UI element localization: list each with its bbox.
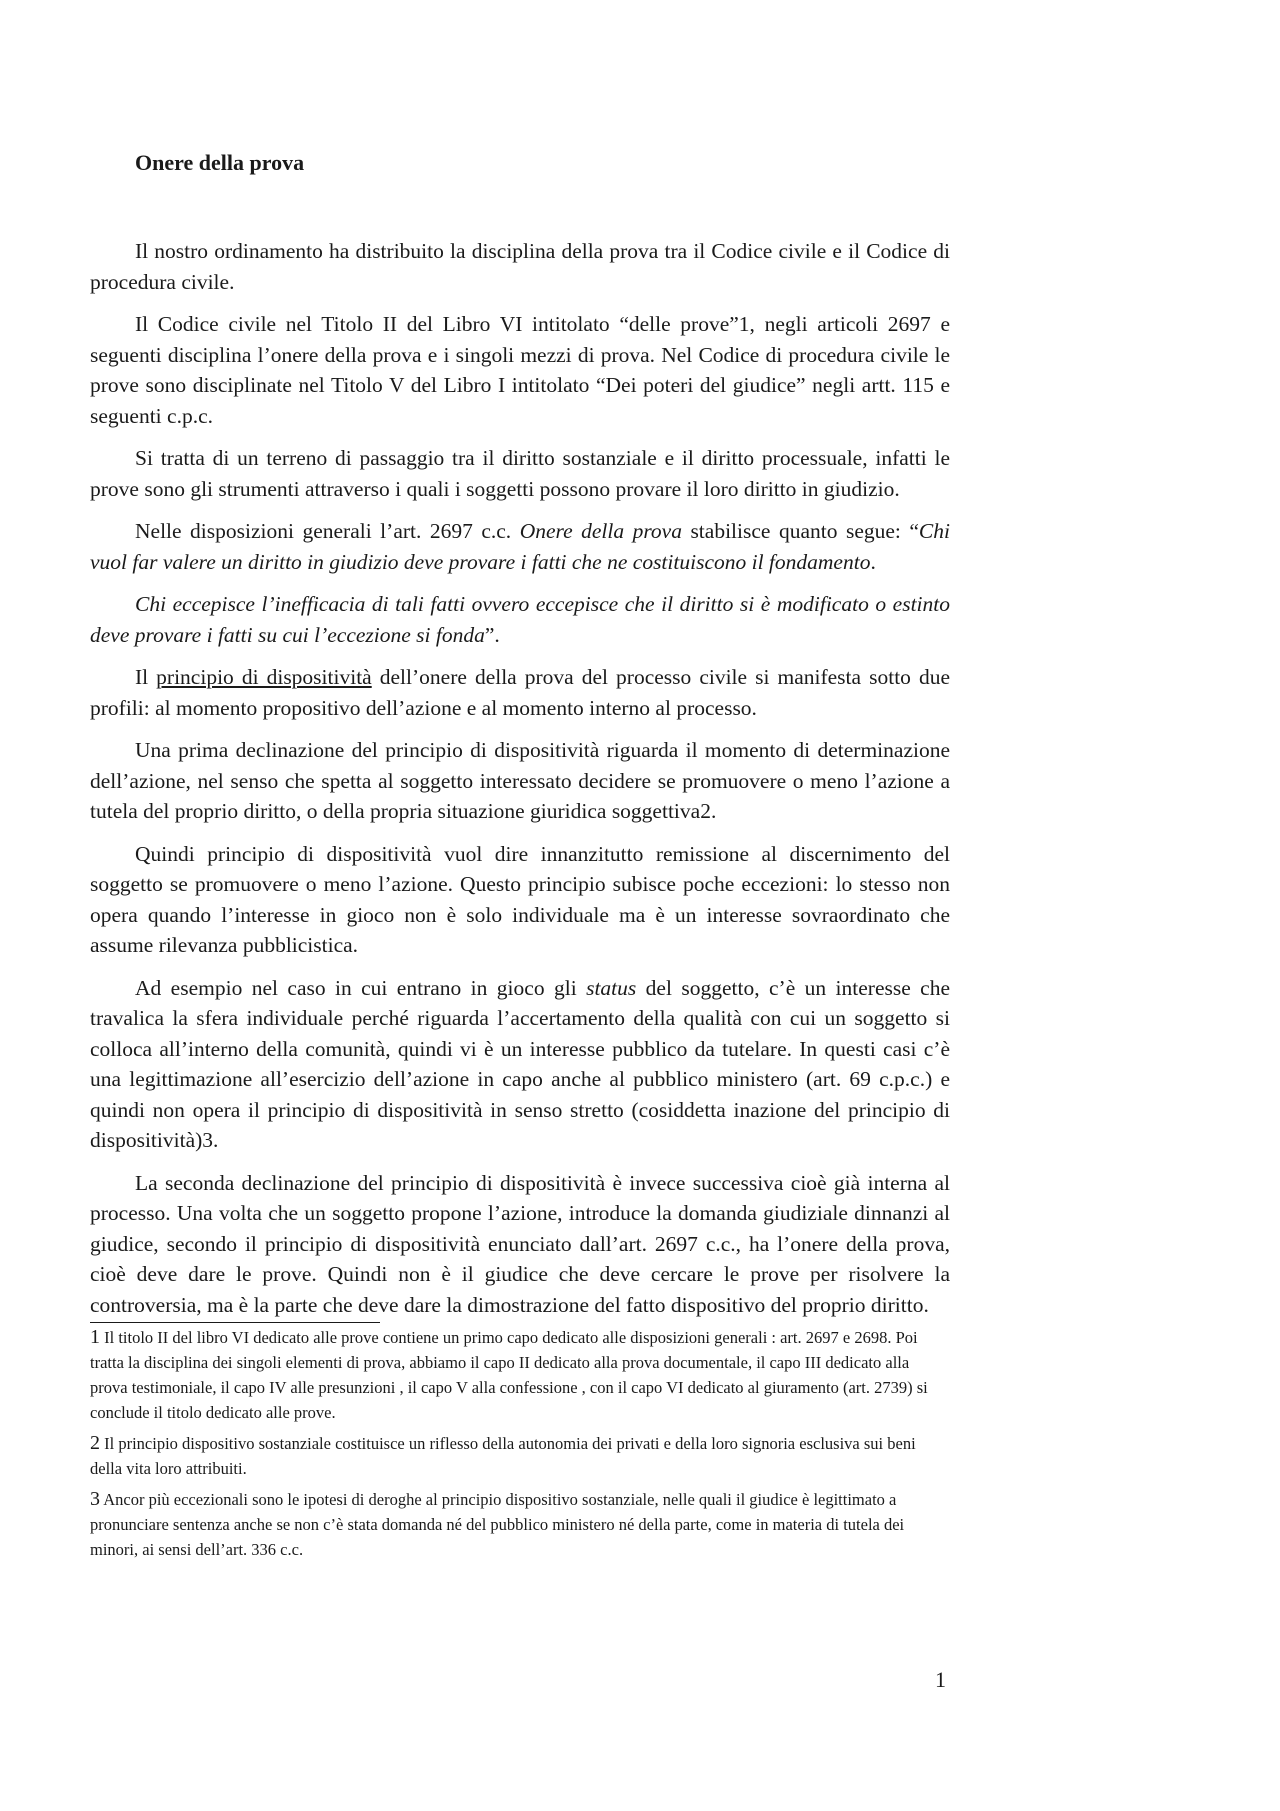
footnote-1 <box>90 1325 950 1425</box>
paragraph-8: Quindi principio di dispositività vuol dire innanzitutto remissione al discernimento del soggetto se promuovere o meno l’azione. Questo principio subisce poche eccezioni: lo stesso non opera quando l’interesse in gioco non è solo individuale ma è un interesse sovraordinato che assume rilevanza pubblicistica. <box>90 841 950 957</box>
paragraph-9-text-a: Ad esempio nel caso in cui entrano in gioco gli <box>135 975 587 1000</box>
page-number: 1 <box>935 1667 946 1692</box>
paragraph-9-italic-b: status <box>586 975 637 1000</box>
paragraph-10: La seconda declinazione del principio di dispositività è invece successiva cioè già interna al processo. Una volta che un soggetto propone l’azione, introduce la domanda giudiziale dinnanzi al giudice, secondo il principio di dispositività enunciato dall’art. 2697 c.c., ha l’onere della prova, cioè deve dare le prove. Quindi non è il giudice che deve cercare le prove per risolvere la controversia, ma è la parte che deve dare la dimostrazione del fatto dispositivo del proprio diritto. <box>90 1170 950 1317</box>
footnote-1-text: Il titolo II del libro VI dedicato alle prove contiene un primo capo dedicato alle disposizioni generali : art. 2697 e 2698. Poi tratta la disciplina dei singoli elementi di prova, abbiamo il capo II dedicato alla prova documentale, il capo III dedicato alla prova testimoniale, il capo IV alle presunzioni , il capo V alla confessione , con il capo VI dedicato al giuramento (art. 2739) si conclude il titolo dedicato alle prove. <box>90 1328 928 1422</box>
paragraph-6 <box>90 662 950 723</box>
paragraph-4-text-a: Nelle disposizioni generali l’art. 2697 c.c. <box>135 519 520 543</box>
paragraph-6-underlined-b: principio di dispositività <box>156 665 372 689</box>
paragraph-1: Il nostro ordinamento ha distribuito la disciplina della prova tra il Codice civile e il Codice di procedura civile. <box>90 239 950 294</box>
footnote-separator <box>90 1322 380 1323</box>
paragraph-4-italic-d: Chi vuol far valere un diritto in giudizio deve provare i fatti che ne costituiscono il fondamento <box>90 519 950 574</box>
footnote-2 <box>90 1431 950 1481</box>
footnote-3-number: 3 <box>90 1488 100 1510</box>
footnote-1-number: 1 <box>90 1326 100 1348</box>
paragraph-4 <box>90 516 950 577</box>
document-page <box>90 148 950 1568</box>
paragraph-6-text-a: Il <box>135 665 157 689</box>
paragraph-5-text-b: ”. <box>484 622 500 647</box>
paragraph-4-text-e: . <box>870 549 876 574</box>
footnote-3-text: Ancor più eccezionali sono le ipotesi di deroghe al principio dispositivo sostanziale, nelle quali il giudice è legittimato a pronunciare sentenza anche se non c’è stata domanda né del pubblico ministero né della parte, come in materia di tutela dei minori, ai sensi dell’art. 336 c.c. <box>90 1490 905 1559</box>
paragraph-4-italic-b: Onere della prova <box>519 519 682 543</box>
paragraph-7: Una prima declinazione del principio di dispositività riguarda il momento di determinazione dell’azione, nel senso che spetta al soggetto interessato decidere se promuovere o meno l’azione a tutela del proprio diritto, o della propria situazione giuridica soggettiva2. <box>90 738 950 823</box>
footnote-2-number: 2 <box>90 1432 100 1454</box>
footnote-2-text: Il principio dispositivo sostanziale costituisce un riflesso della autonomia dei privati e della loro signoria esclusiva sui beni della vita loro attribuiti. <box>90 1434 916 1478</box>
paragraph-4-text-c: stabilisce quanto segue: “ <box>681 519 919 543</box>
page-title: Onere della prova <box>135 150 305 175</box>
paragraph-6-text-c: dell’onere della prova del processo civile si manifesta sotto due profili: al momento propositivo dell’azione e al momento interno al processo. <box>90 665 950 720</box>
paragraph-3: Si tratta di un terreno di passaggio tra il diritto sostanziale e il diritto processuale, infatti le prove sono gli strumenti attraverso i quali i soggetti possono provare il loro diritto in giudizio. <box>90 446 950 501</box>
paragraph-9-text-c: del soggetto, c’è un interesse che travalica la sfera individuale perché riguarda l’accertamento della qualità con cui un soggetto si colloca all’interno della comunità, quindi vi è un interesse pubblico da tutelare. In questi casi c’è una legittimazione all’esercizio dell’azione in capo anche al pubblico ministero (art. 69 c.p.c.) e quindi non opera il principio di dispositività in senso stretto (cosiddetta inazione del principio di dispositività)3. <box>90 975 951 1152</box>
paragraph-9 <box>90 973 950 1156</box>
paragraph-5 <box>90 589 950 650</box>
footnote-3 <box>90 1487 950 1562</box>
paragraph-2: Il Codice civile nel Titolo II del Libro VI intitolato “delle prove”1, negli articoli 2697 e seguenti disciplina l’onere della prova e i singoli mezzi di prova. Nel Codice di procedura civile le prove sono disciplinate nel Titolo V del Libro I intitolato “Dei poteri del giudice” negli artt. 115 e seguenti c.p.c. <box>90 312 950 428</box>
paragraph-5-italic-a: Chi eccepisce l’inefficacia di tali fatti ovvero eccepisce che il diritto si è modificato o estinto deve provare i fatti su cui l’eccezione si fonda <box>90 592 950 647</box>
